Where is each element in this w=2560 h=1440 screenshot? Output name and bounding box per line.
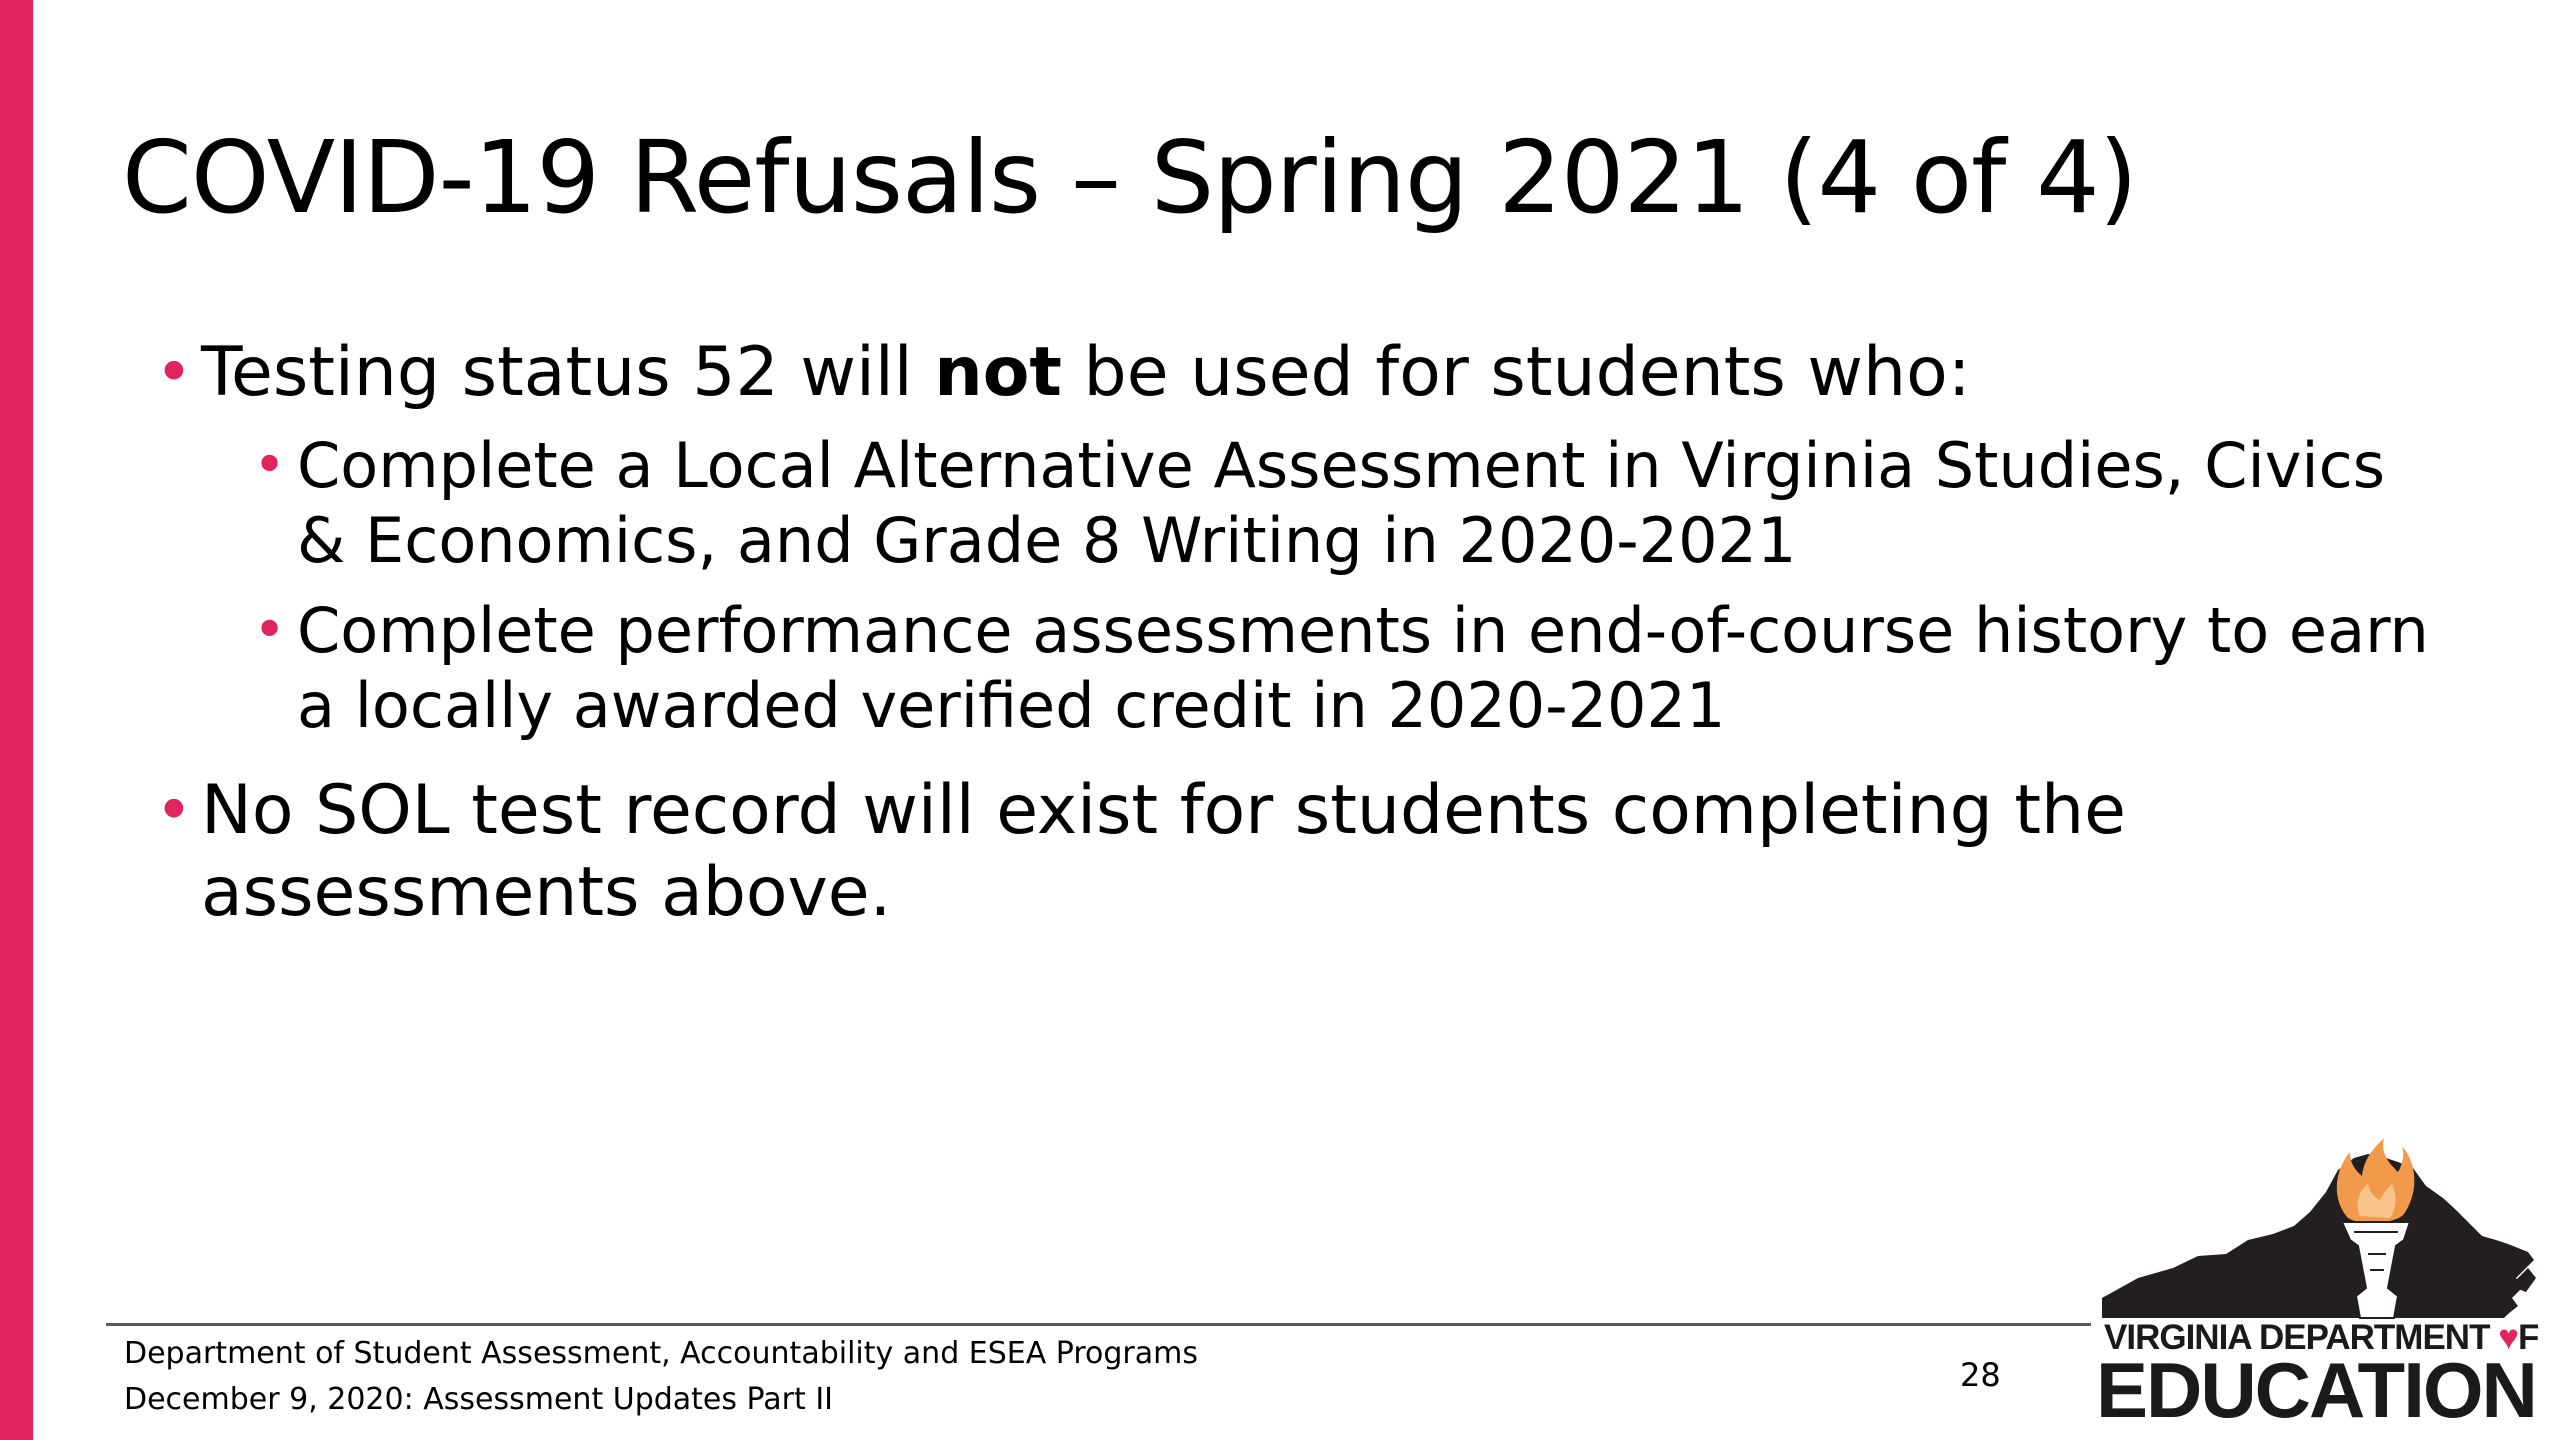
sub-bullet-item-2 — [253, 593, 2447, 743]
slide-title: COVID-19 Refusals – Spring 2021 (4 of 4) — [122, 119, 2137, 236]
bullet-text: No SOL test record will exist for students completing the assessments above. — [201, 771, 2126, 932]
footer-department: Department of Student Assessment, Accountability and ESEA Programs — [124, 1336, 1198, 1371]
footer-date-title: December 9, 2020: Assessment Updates Part II — [124, 1382, 834, 1417]
page-number: 28 — [1960, 1356, 2001, 1394]
bullet-text: be used for students who: — [1061, 333, 1971, 412]
bullet-dot-icon: • — [253, 433, 287, 498]
bullet-dot-icon: • — [253, 598, 287, 663]
logo-wordmark-line1: VIRGINIA DEPARTMENT ♥F — [2104, 1318, 2539, 1357]
bullet-item-1 — [155, 332, 2401, 414]
sub-bullet-item-1 — [253, 428, 2447, 578]
bullet-text: Testing status 52 will — [201, 333, 935, 412]
sub-bullet-text: Complete performance assessments in end-of-course history to earn a locally awarded verified credit in 2020-2021 — [297, 594, 2429, 742]
logo-wordmark-line2: EDUCATION — [2096, 1346, 2536, 1434]
bullet-emphasis: not — [934, 333, 1062, 412]
bullet-dot-icon: • — [155, 336, 193, 410]
bullet-item-2 — [155, 770, 2401, 934]
bullet-dot-icon: • — [155, 774, 193, 848]
heart-icon: ♥ — [2498, 1318, 2518, 1357]
left-accent-bar — [0, 0, 33, 1440]
virginia-state-shape — [2102, 1154, 2534, 1318]
sub-bullet-text: Complete a Local Alternative Assessment in Virginia Studies, Civics & Economics, and Grade 8 Writing in 2020-2021 — [297, 429, 2386, 577]
footer-divider — [106, 1323, 2091, 1326]
